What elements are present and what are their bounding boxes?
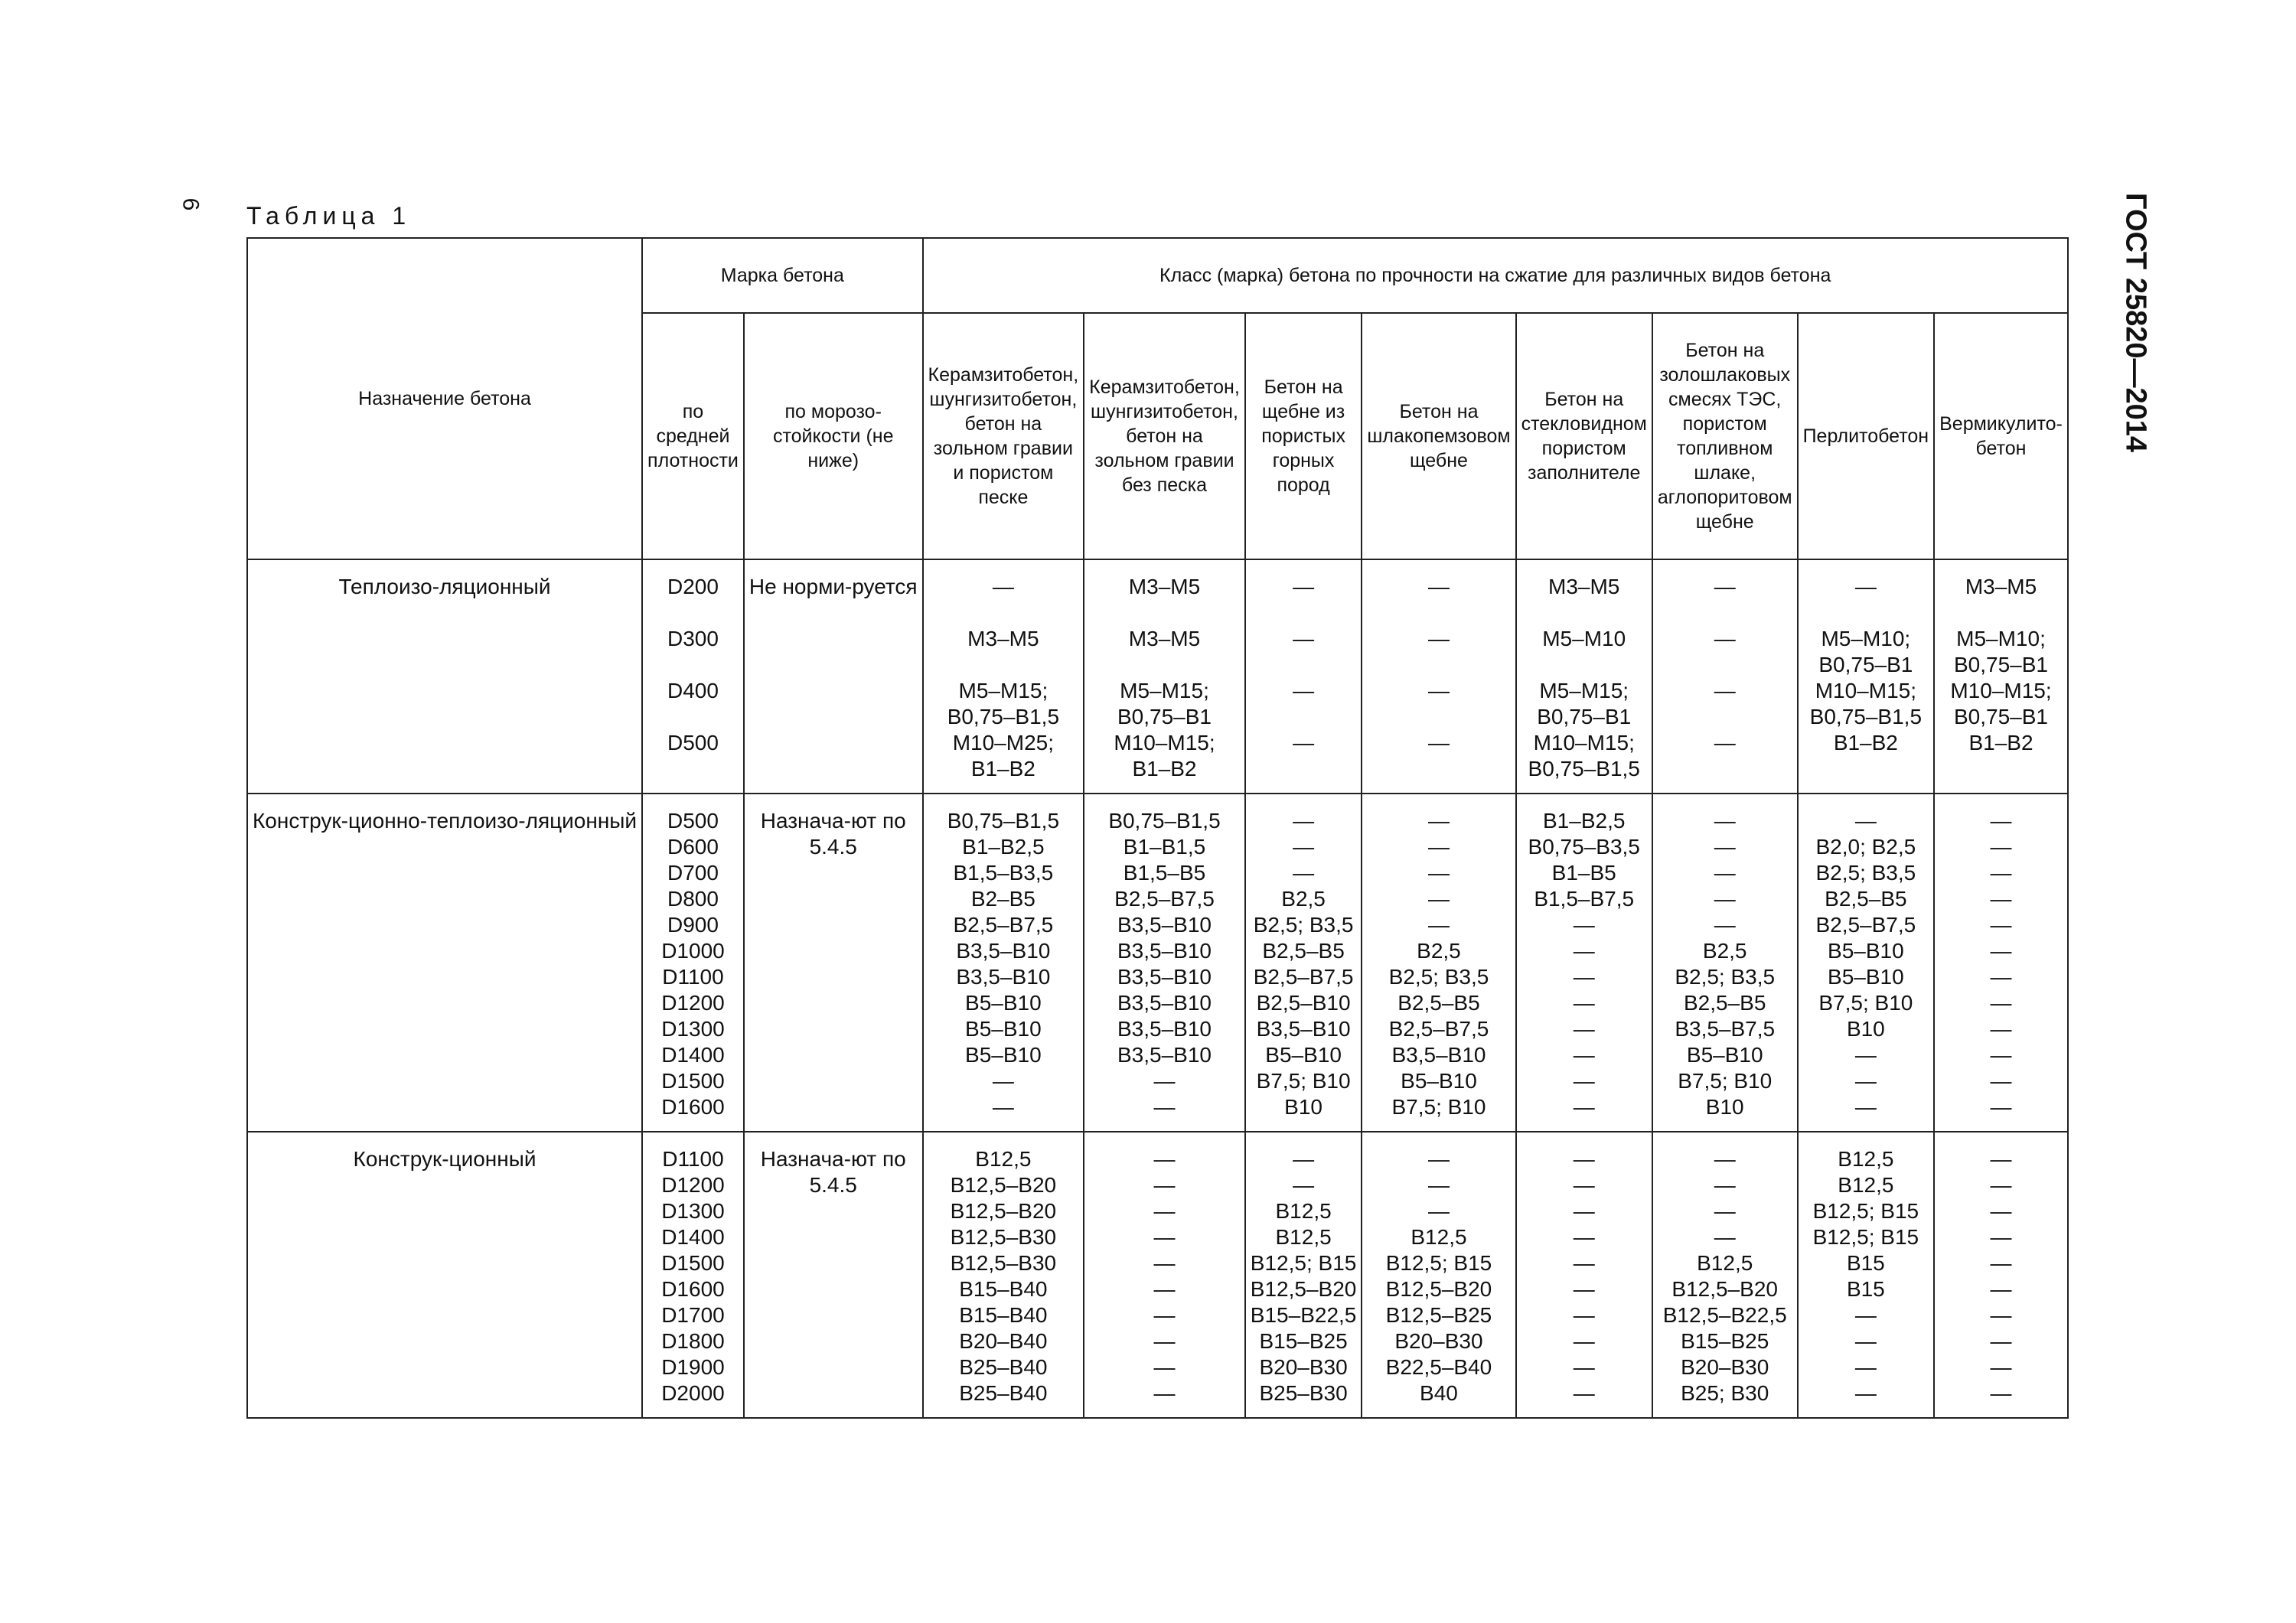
table-cell-density: D1100 D1200 D1300 D1400 D1500 D1600 D1700 D1800 D1900 D2000 (642, 1132, 744, 1418)
table-cell-c4: — — — В12,5 В12,5; В15 В12,5–В20 В12,5–В25 В20–В30 В22,5–В40 В40 (1362, 1132, 1515, 1418)
table-cell-c6: — — — — (1652, 559, 1798, 794)
table-cell-c2: М3–М5 М3–М5 М5–М15; В0,75–В1 М10–М15; В1–В2 (1084, 559, 1245, 794)
header-density: по средней плотности (642, 313, 744, 559)
header-type: Бетон на стекловидном пористом заполнителе (1516, 313, 1652, 559)
table-row (247, 794, 2068, 1132)
table-cell-frost: Назнача-ют по 5.4.5 (744, 1132, 923, 1418)
table-cell-c4: — — — — — В2,5 В2,5; В3,5 В2,5–В5 В2,5–В7,5 В3,5–В10 В5–В10 В7,5; В10 (1362, 794, 1515, 1132)
table-body (247, 559, 2068, 1418)
header-class-group: Класс (марка) бетона по прочности на сжатие для различных видов бетона (923, 238, 2068, 313)
header-type: Вермикулито-бетон (1934, 313, 2068, 559)
header-frost: по морозо-стойкости (не ниже) (744, 313, 923, 559)
table-cell-c4: — — — — (1362, 559, 1515, 794)
table-cell-c2: В0,75–В1,5 В1–В1,5 В1,5–В5 В2,5–В7,5 В3,5–В10 В3,5–В10 В3,5–В10 В3,5–В10 В3,5–В10 В3,5–В10 — — (1084, 794, 1245, 1132)
table-cell-c5: — — — — — — — — — — (1516, 1132, 1652, 1418)
table-cell-c8: М3–М5 М5–М10; В0,75–В1 М10–М15; В0,75–В1 В1–В2 (1934, 559, 2068, 794)
table-cell-c2: — — — — — — — — — — (1084, 1132, 1245, 1418)
table-cell-purpose: Конструк-ционный (247, 1132, 642, 1418)
header-type: Бетон на щебне из пористых горных пород (1245, 313, 1362, 559)
table-cell-c7: — М5–М10; В0,75–В1 М10–М15; В0,75–В1,5 В1–В2 (1798, 559, 1935, 794)
page-number: 6 (178, 197, 204, 211)
header-type: Керамзитобетон, шунгизитобетон, бетон на зольном гравии без песка (1084, 313, 1245, 559)
header-type: Перлитобетон (1798, 313, 1935, 559)
header-type: Керамзитобетон, шунгизитобетон, бетон на зольном гравии и пористом песке (923, 313, 1084, 559)
table-cell-purpose: Теплоизо-ляционный (247, 559, 642, 794)
table-cell-c1: В0,75–В1,5 В1–В2,5 В1,5–В3,5 В2–В5 В2,5–В7,5 В3,5–В10 В3,5–В10 В5–В10 В5–В10 В5–В10 — — (923, 794, 1084, 1132)
table-caption: Таблица 1 (246, 202, 412, 230)
table-cell-c5: В1–В2,5 В0,75–В3,5 В1–В5 В1,5–В7,5 — — — — — — — — (1516, 794, 1652, 1132)
table-cell-c3: — — — — (1245, 559, 1362, 794)
document-code: ГОСТ 25820—2014 (2119, 192, 2152, 453)
table-cell-c1: В12,5 В12,5–В20 В12,5–В20 В12,5–В30 В12,5–В30 В15–В40 В15–В40 В20–В40 В25–В40 В25–В40 (923, 1132, 1084, 1418)
table-row (247, 559, 2068, 794)
table-cell-density: D200 D300 D400 D500 (642, 559, 744, 794)
table-cell-density: D500 D600 D700 D800 D900 D1000 D1100 D1200 D1300 D1400 D1500 D1600 (642, 794, 744, 1132)
table-cell-purpose: Конструк-ционно-теплоизо-ляционный (247, 794, 642, 1132)
table-cell-frost: Не норми-руется (744, 559, 923, 794)
header-grade-group: Марка бетона (642, 238, 923, 313)
table-cell-c8: — — — — — — — — — — (1934, 1132, 2068, 1418)
table-cell-c6: — — — — — В2,5 В2,5; В3,5 В2,5–В5 В3,5–В7,5 В5–В10 В7,5; В10 В10 (1652, 794, 1798, 1132)
header-purpose: Назначение бетона (247, 238, 642, 559)
header-type: Бетон на золошлаковых смесях ТЭС, пористом топливном шлаке, аглопоритовом щебне (1652, 313, 1798, 559)
concrete-class-table (246, 237, 2069, 1419)
table-cell-c3: — — В12,5 В12,5 В12,5; В15 В12,5–В20 В15–В22,5 В15–В25 В20–В30 В25–В30 (1245, 1132, 1362, 1418)
table-cell-c3: — — — В2,5 В2,5; В3,5 В2,5–В5 В2,5–В7,5 В2,5–В10 В3,5–В10 В5–В10 В7,5; В10 В10 (1245, 794, 1362, 1132)
table-cell-c1: — М3–М5 М5–М15; В0,75–В1,5 М10–М25; В1–В2 (923, 559, 1084, 794)
table-cell-c6: — — — — В12,5 В12,5–В20 В12,5–В22,5 В15–В25 В20–В30 В25; В30 (1652, 1132, 1798, 1418)
table-cell-c8: — — — — — — — — — — — — (1934, 794, 2068, 1132)
table-cell-frost: Назнача-ют по 5.4.5 (744, 794, 923, 1132)
table-cell-c5: М3–М5 М5–М10 М5–М15; В0,75–В1 М10–М15; В0,75–В1,5 (1516, 559, 1652, 794)
table-cell-c7: — В2,0; В2,5 В2,5; В3,5 В2,5–В5 В2,5–В7,5 В5–В10 В5–В10 В7,5; В10 В10 — — — (1798, 794, 1935, 1132)
header-type: Бетон на шлакопемзовом щебне (1362, 313, 1515, 559)
table-cell-c7: В12,5 В12,5 В12,5; В15 В12,5; В15 В15 В15 — — — — (1798, 1132, 1935, 1418)
table-row (247, 1132, 2068, 1418)
